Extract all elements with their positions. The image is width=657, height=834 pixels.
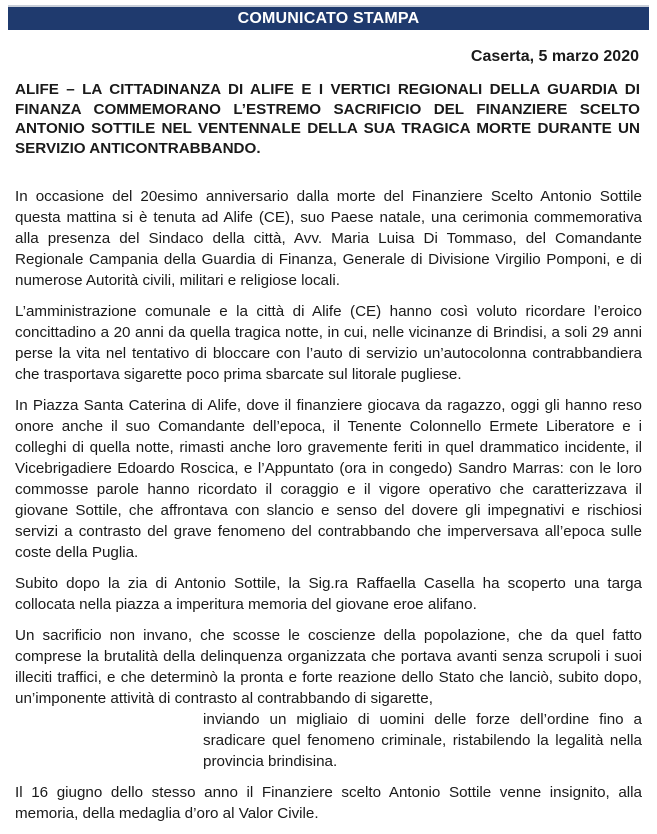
- paragraph-5: Un sacrificio non invano, che scosse le coscienze della popolazione, che da quel fatto comprese la brutalità della delinquenza organizzata che portava avanti senza scrupoli i suoi illeciti traffici, e che determinò la pronta e forte reazione dello Stato che lanciò, subito dopo, un’imponente attività di contrasto al contrabbando di sigarette,: [15, 627, 642, 707]
- article-body: [15, 186, 642, 834]
- release-date: Caserta, 5 marzo 2020: [470, 48, 639, 65]
- paragraph-6: Il 16 giugno dello stesso anno il Finanziere scelto Antonio Sottile venne insignito, alla memoria, della medaglia d’oro al Valor Civile.: [15, 784, 642, 822]
- headline: ALIFE – LA CITTADINANZA DI ALIFE E I VERTICI REGIONALI DELLA GUARDIA DI FINANZA COMMEMORANO L’ESTREMO SACRIFICIO DEL FINANZIERE SCELTO ANTONIO SOTTILE NEL VENTENNALE DELLA SUA TRAGICA MORTE DURANTE UN SERVIZIO ANTICONTRABBANDO.: [15, 81, 640, 157]
- header-bar: [8, 5, 649, 30]
- header-title: COMUNICATO STAMPA: [237, 9, 420, 27]
- paragraph-5-continuation: inviando un migliaio di uomini delle forze dell’ordine fino a sradicare quel fenomeno criminale, ristabilendo la legalità nella provincia brindisina.: [203, 711, 642, 770]
- paragraph-2: L’amministrazione comunale e la città di Alife (CE) hanno così voluto ricordare l’eroico concittadino a 20 anni da quella tragica notte, in cui, nelle vicinanze di Brindisi, a soli 29 anni perse la vita nel tentativo di bloccare con l’auto di servizio un’autocolonna contrabbandiera che trasportava sigarette poco prima sbarcate sul litorale pugliese.: [15, 303, 642, 383]
- paragraph-1: In occasione del 20esimo anniversario dalla morte del Finanziere Scelto Antonio Sottile questa mattina si è tenuta ad Alife (CE), suo Paese natale, una cerimonia commemorativa alla presenza del Sindaco della città, Avv. Maria Luisa Di Tommaso, del Comandante Regionale Campania della Guardia di Finanza, Generale di Divisione Virgilio Pomponi, e di numerose Autorità civili, militari e religiose locali.: [15, 188, 642, 289]
- paragraph-4: Subito dopo la zia di Antonio Sottile, la Sig.ra Raffaella Casella ha scoperto una targa collocata nella piazza a imperitura memoria del giovane eroe alifano.: [15, 575, 642, 613]
- paragraph-3: In Piazza Santa Caterina di Alife, dove il finanziere giocava da ragazzo, oggi gli hanno reso onore anche il suo Comandante dell’epoca, il Tenente Colonnello Ermete Liberatore e i colleghi di quella notte, rimasti anche loro gravemente feriti in quel drammatico incidente, il Vicebrigadiere Edoardo Roscica, e l’Appuntato (ora in congedo) Sandro Marras: con le loro commosse parole hanno ricordato il coraggio e il vigore operativo che caratterizzava il giovane Sottile, che affrontava con slancio e senso del dovere gli impegnativi e rischiosi servizi a contrasto del grave fenomeno del contrabbando che imperversava all’epoca sulle coste della Puglia.: [15, 397, 642, 561]
